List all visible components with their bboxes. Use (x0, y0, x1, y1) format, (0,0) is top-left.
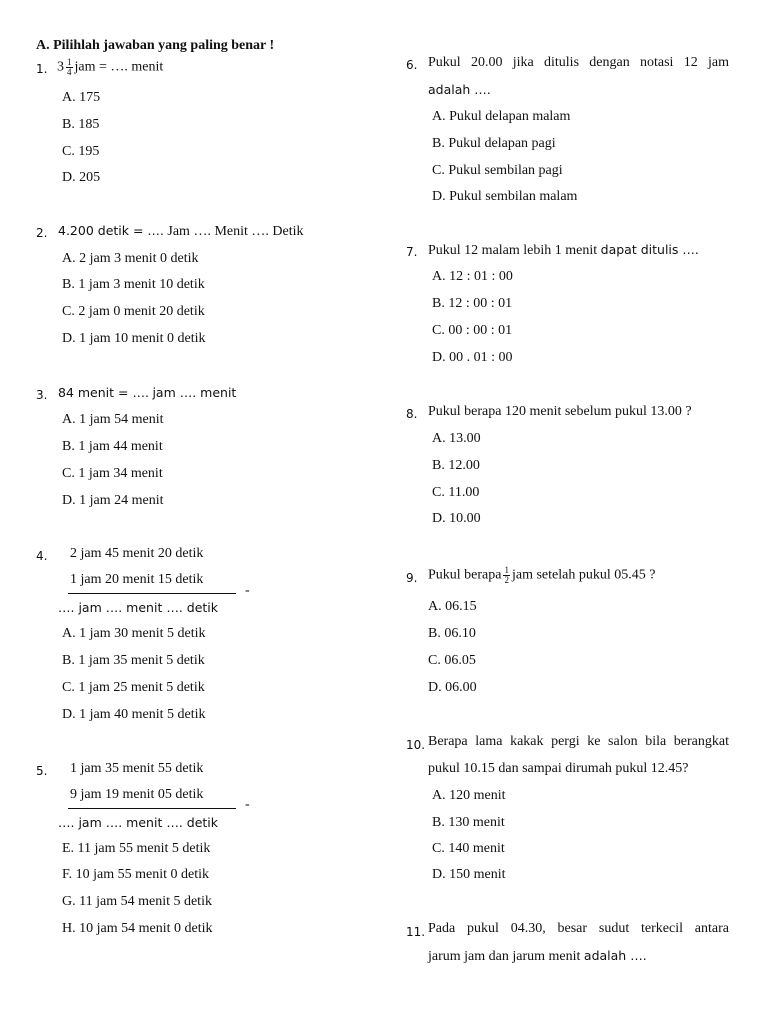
q6-option-b[interactable]: B. Pukul delapan pagi (432, 136, 556, 151)
q5-result: …. jam …. menit …. detik (58, 815, 218, 830)
q1-rest: jam = …. menit (74, 59, 164, 75)
q10-line1: Berapa lama kakak pergi ke salon bila berangkat (428, 734, 729, 749)
q4-option-d[interactable]: D. 1 jam 40 menit 5 detik (62, 707, 206, 722)
q1-whole: 3 (57, 59, 64, 75)
q7-option-b[interactable]: B. 12 : 00 : 01 (432, 296, 513, 311)
q10-option-c[interactable]: C. 140 menit (432, 841, 505, 856)
q4-line2: 1 jam 20 menit 15 detik (70, 572, 204, 587)
q5-option-g[interactable]: G. 11 jam 54 menit 5 detik (62, 894, 212, 909)
q2-option-a[interactable]: A. 2 jam 3 menit 0 detik (62, 251, 199, 266)
q1-question (57, 58, 163, 77)
q5-number: 5. (36, 764, 48, 778)
q3-question: 84 menit = …. jam …. menit (58, 385, 237, 400)
q4-number: 4. (36, 549, 48, 563)
q1-number: 1. (36, 62, 48, 76)
q1-option-b[interactable]: B. 185 (62, 117, 100, 132)
q2-number: 2. (36, 226, 48, 240)
q10-option-b[interactable]: B. 130 menit (432, 815, 505, 830)
q4-operator: - (245, 583, 250, 598)
q2-option-b[interactable]: B. 1 jam 3 menit 10 detik (62, 277, 205, 292)
q6-option-d[interactable]: D. Pukul sembilan malam (432, 189, 578, 204)
q4-option-c[interactable]: C. 1 jam 25 menit 5 detik (62, 680, 205, 695)
q9-number: 9. (406, 571, 418, 585)
q3-option-a[interactable]: A. 1 jam 54 menit (62, 412, 164, 427)
q7-option-d[interactable]: D. 00 . 01 : 00 (432, 350, 513, 365)
q5-line2: 9 jam 19 menit 05 detik (70, 787, 204, 802)
q8-option-c[interactable]: C. 11.00 (432, 485, 480, 500)
q5-option-h[interactable]: H. 10 jam 54 menit 0 detik (62, 921, 213, 936)
q9-option-d[interactable]: D. 06.00 (428, 680, 477, 695)
q4-sum-line (68, 593, 236, 594)
q3-option-d[interactable]: D. 1 jam 24 menit (62, 493, 164, 508)
q5-option-f[interactable]: F. 10 jam 55 menit 0 detik (62, 867, 210, 882)
q3-number: 3. (36, 388, 48, 402)
q8-option-b[interactable]: B. 12.00 (432, 458, 480, 473)
q8-option-d[interactable]: D. 10.00 (432, 511, 481, 526)
q2-option-c[interactable]: C. 2 jam 0 menit 20 detik (62, 304, 205, 319)
q11-number: 11. (406, 925, 426, 939)
q7-number: 7. (406, 245, 418, 259)
q7-option-a[interactable]: A. 12 : 01 : 00 (432, 269, 513, 284)
q5-sum-line (68, 808, 236, 809)
q1-option-a[interactable]: A. 175 (62, 90, 101, 105)
q2-question: 4.200 detik = …. Jam …. Menit …. Detik (58, 223, 304, 239)
q6-option-a[interactable]: A. Pukul delapan malam (432, 109, 571, 124)
q6-option-c[interactable]: C. Pukul sembilan pagi (432, 163, 563, 178)
q1-option-d[interactable]: D. 205 (62, 170, 101, 185)
q10-option-a[interactable]: A. 120 menit (432, 788, 506, 803)
q3-option-b[interactable]: B. 1 jam 44 menit (62, 439, 163, 454)
q5-line1: 1 jam 35 menit 55 detik (70, 761, 204, 776)
q9-question: Pukul berapa $\frac{1}{2}$ jam setelah pukul 05.45 ? (428, 565, 656, 585)
section-title: A. Pilihlah jawaban yang paling benar ! (36, 38, 275, 53)
q11-line2: jarum jam dan jarum menit adalah …. (428, 948, 647, 964)
q4-result: …. jam …. menit …. detik (58, 600, 218, 615)
q7-option-c[interactable]: C. 00 : 00 : 01 (432, 323, 513, 338)
q10-option-d[interactable]: D. 150 menit (432, 867, 506, 882)
q4-line1: 2 jam 45 menit 20 detik (70, 546, 204, 561)
q7-question: Pukul 12 malam lebih 1 menit dapat ditulis …. (428, 242, 699, 258)
q8-number: 8. (406, 407, 418, 421)
q8-question: Pukul berapa 120 menit sebelum pukul 13.00 ? (428, 404, 692, 419)
q9-fraction: $\frac{1}{2}$ (504, 565, 509, 585)
q6-line1: Pukul 20.00 jika ditulis dengan notasi 12 jam (428, 55, 729, 70)
q6-number: 6. (406, 58, 418, 72)
q6-line2: adalah …. (428, 82, 491, 97)
q4-option-b[interactable]: B. 1 jam 35 menit 5 detik (62, 653, 205, 668)
q9-option-b[interactable]: B. 06.10 (428, 626, 476, 641)
q10-line2: pukul 10.15 dan sampai dirumah pukul 12.45? (428, 761, 689, 776)
q4-option-a[interactable]: A. 1 jam 30 menit 5 detik (62, 626, 206, 641)
q1-option-c[interactable]: C. 195 (62, 144, 100, 159)
q10-number: 10. (406, 738, 426, 752)
q5-option-e[interactable]: E. 11 jam 55 menit 5 detik (62, 841, 211, 856)
q3-option-c[interactable]: C. 1 jam 34 menit (62, 466, 163, 481)
q9-option-c[interactable]: C. 06.05 (428, 653, 476, 668)
q2-option-d[interactable]: D. 1 jam 10 menit 0 detik (62, 331, 206, 346)
q9-option-a[interactable]: A. 06.15 (428, 599, 477, 614)
q1-fraction: $\frac{1}{4}$ (67, 57, 72, 77)
q8-option-a[interactable]: A. 13.00 (432, 431, 481, 446)
q11-line1: Pada pukul 04.30, besar sudut terkecil antara (428, 921, 729, 936)
q5-operator: - (245, 797, 250, 812)
